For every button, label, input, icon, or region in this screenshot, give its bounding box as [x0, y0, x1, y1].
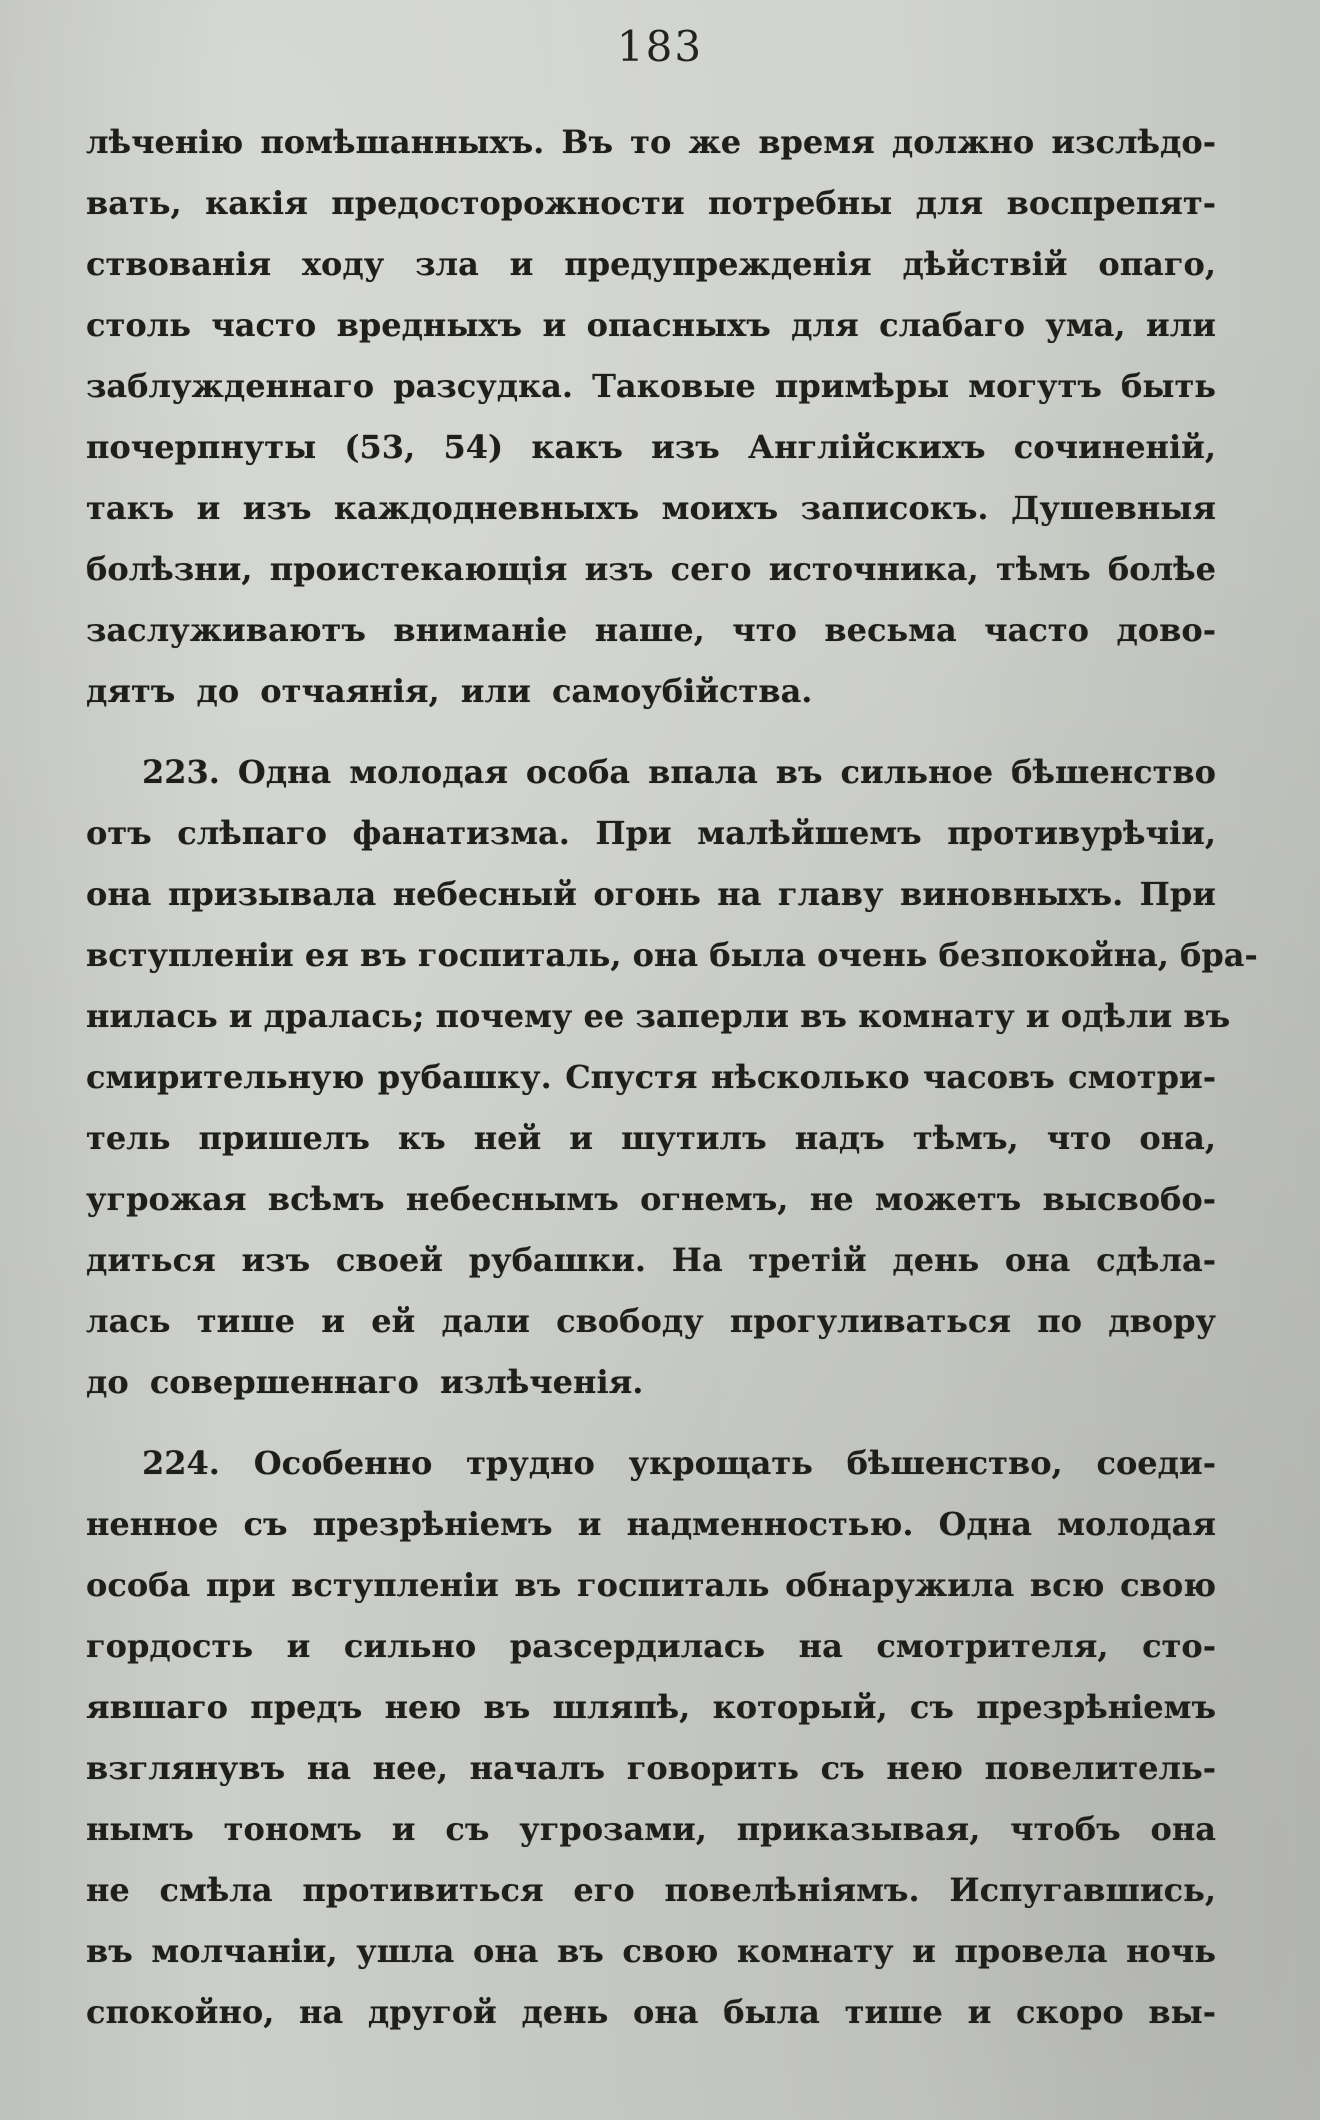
paragraph-224 [86, 1433, 1216, 2043]
text-line: гордость и сильно разсердилась на смотрителя, сто- [86, 1627, 1216, 1665]
text-line: ствованія ходу зла и предупрежденія дѣйствій опаго, [86, 245, 1216, 283]
text-line: заслуживаютъ вниманіе наше, что весьма часто дово- [86, 611, 1216, 649]
text-line: въ молчаніи, ушла она въ свою комнату и провела ночь [86, 1932, 1216, 1970]
text-line: лѣченію помѣшанныхъ. Въ то же время должно изслѣдо- [86, 123, 1216, 161]
text-line: почерпнуты (53, 54) какъ изъ Англійскихъ сочиненій, [86, 428, 1216, 466]
text-line: такъ и изъ каждодневныхъ моихъ записокъ. Душевныя [86, 489, 1216, 527]
text-line: угрожая всѣмъ небеснымъ огнемъ, не можетъ высвобо- [86, 1180, 1216, 1218]
text-line: явшаго предъ нею въ шляпѣ, который, съ презрѣніемъ [86, 1688, 1216, 1726]
text-line: особа при вступленіи въ госпиталь обнаружила всю свою [86, 1566, 1216, 1604]
text-line: взглянувъ на нее, началъ говорить съ нею повелитель- [86, 1749, 1216, 1787]
text-line: болѣзни, проистекающія изъ сего источника, тѣмъ болѣе [86, 550, 1216, 588]
text-line: диться изъ своей рубашки. На третій день она сдѣла- [86, 1241, 1216, 1279]
text-line: вать, какія предосторожности потребны для воспрепят- [86, 184, 1216, 222]
text-line: смирительную рубашку. Спустя нѣсколько часовъ смотри- [86, 1058, 1216, 1096]
text-line: спокойно, на другой день она была тише и скоро вы- [86, 1993, 1216, 2031]
text-line: тель пришелъ къ ней и шутилъ надъ тѣмъ, что она, [86, 1119, 1216, 1157]
text-line: 223. Одна молодая особа впала въ сильное бѣшенство [142, 753, 1216, 791]
text-line: вступленіи ея въ госпиталь, она была очень безпокойна, бра- [86, 936, 1258, 974]
paragraph-continued [86, 112, 1216, 722]
text-line: нымъ тономъ и съ угрозами, приказывая, чтобъ она [86, 1810, 1216, 1848]
text-line: до совершеннаго излѣченія. [86, 1363, 644, 1401]
page-number: 183 [616, 22, 704, 71]
text-line: 224. Особенно трудно укрощать бѣшенство, соеди- [142, 1444, 1216, 1482]
text-line: нилась и дралась; почему ее заперли въ комнату и одѣли въ [86, 997, 1231, 1035]
text-line: ненное съ презрѣніемъ и надменностью. Одна молодая [86, 1505, 1216, 1543]
text-line: отъ слѣпаго фанатизма. При малѣйшемъ противурѣчіи, [86, 814, 1216, 852]
text-line: заблужденнаго разсудка. Таковые примѣры могутъ быть [86, 367, 1216, 405]
paragraph-223 [86, 742, 1258, 1413]
text-line: лась тише и ей дали свободу прогуливаться по двору [86, 1302, 1216, 1340]
text-line: дятъ до отчаянія, или самоубійства. [86, 672, 813, 710]
text-line: она призывала небесный огонь на главу виновныхъ. При [86, 875, 1216, 913]
text-line: не смѣла противиться его повелѣніямъ. Испугавшись, [86, 1871, 1216, 1909]
text-line: столь часто вредныхъ и опасныхъ для слабаго ума, или [86, 306, 1216, 344]
